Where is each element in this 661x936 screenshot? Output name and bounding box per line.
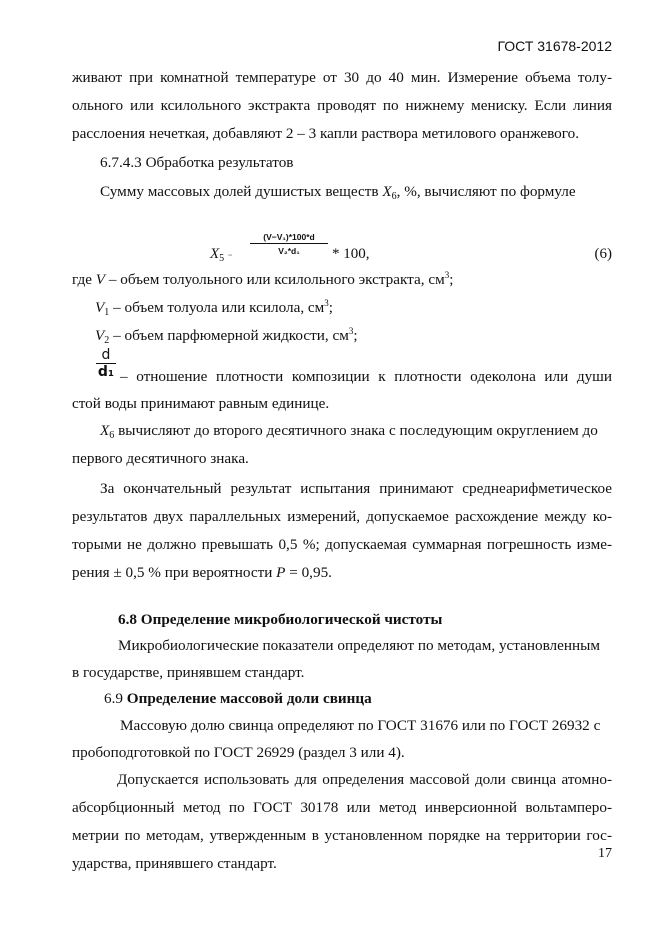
standard-header: ГОСТ 31678-2012 [497, 38, 612, 54]
section-6-8-heading: 6.8 Определение микробиологической чистоты [118, 611, 443, 628]
lead-method-paragraph: Допускается использовать для определения массовой доли свинца атомноабсорбционный метод по ГОСТ 30178 или метод инверсионной вольтамперометрии по методам, утвержденным в установленном порядке на территории государства, принявшего стандарт. [72, 771, 612, 872]
x6-paragraph-line1: $X_6$ вычисляют до второго десятичного знака с последующим округлением до [100, 422, 598, 441]
section-6-8-text-line2: в государстве, принявшем стандарт. [72, 664, 305, 681]
formula-number: (6) [594, 246, 612, 262]
where-v1: $V_1$ – объем толуола или ксилола, $см^3$; [95, 298, 334, 318]
section-6-9-text-line2: пробоподготовкой по ГОСТ 26929 (раздел 3 или 4). [72, 744, 405, 761]
intro-paragraph: живают при комнатной температуре от 30 до 40 мин. Измерение объема толуольного или ксилольного экстракта проводят по нижнему мениску. Если линия расслоения нечеткая, добавляют 2 – 3 капли раствора метилового оранжевого. [72, 69, 612, 142]
ratio-text-line2: стой воды принимают равным единице. [72, 395, 330, 412]
ratio-text-line1: – отношение плотности композиции к плотности одеколона или души [120, 368, 612, 385]
section-6-9-text-line1: Массовую долю свинца определяют по ГОСТ 31676 или по ГОСТ 26932 с [120, 717, 601, 734]
section-6-8-text-line1: Микробиологические показатели определяют по методам, установленным [118, 637, 600, 654]
ratio-d-fraction: d d₁ [97, 347, 115, 380]
formula-lhs: $X_5$ = [210, 246, 233, 264]
final-result-paragraph: За окончательный результат испытания принимают среднеарифметическое результатов двух параллельных измерений, допускаемое расхождение между которыми не должно превышать 0,5 %; допускаемая суммарная погрешность измерения ± 0,5 % при вероятности P = 0,95. [72, 480, 612, 581]
formula-fraction [250, 232, 328, 256]
section-6-9-heading: 6.9 Определение массовой доли свинца [104, 690, 372, 707]
formula-numerator: (V−V₁)*100*d [250, 232, 328, 244]
where-v2: $V_2$ – объем парфюмерной жидкости, $см^3$; [95, 326, 358, 346]
x6-paragraph-line2: первого десятичного знака. [72, 450, 249, 467]
formula-tail: * 100, [332, 246, 370, 262]
page-number: 17 [598, 846, 612, 861]
formula-intro: Сумму массовых долей душистых веществ $X_6$, %, вычисляют по формуле [100, 183, 576, 202]
where-v: где V – объем толуольного или ксилольного экстракта, $см^3$; [72, 270, 454, 288]
formula-denominator: V₂*d₁ [278, 246, 300, 256]
section-6-7-4-3-heading: 6.7.4.3 Обработка результатов [100, 154, 294, 171]
